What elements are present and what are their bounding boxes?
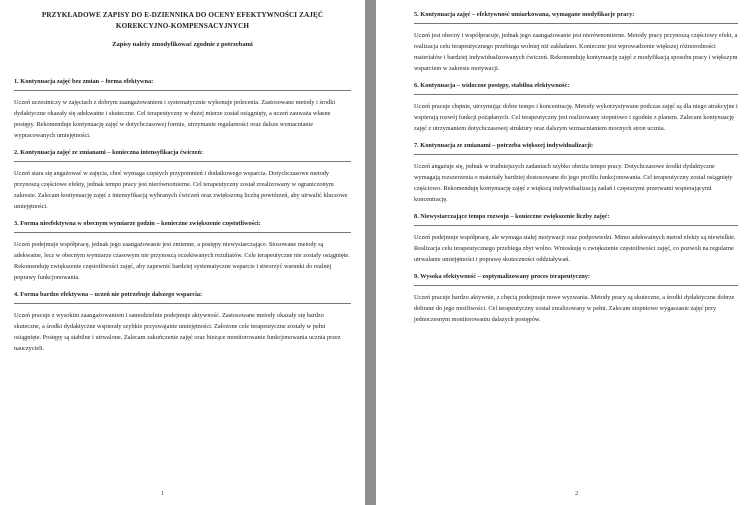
section-8 (414, 212, 738, 265)
section-heading: 3. Forma nieefektywna w obecnym wymiarze godzin – konieczne zwiększenie częstotliwości: (14, 220, 261, 227)
section-text: Uczeń podejmuje współpracę, ale wymaga stałej motywacji oraz podpowiedzi. Mimo adekwatnych metod efekty są niewielkie. Realizacja celu terapeutycznego przebiega zbyt wolno. Wnioskuję o zwiększenie częstotliwości zajęć, co pozwoli na regularne utrwalanie umiejętności i poprawę skuteczności oddziaływań. (414, 234, 736, 263)
document-page-2 (376, 0, 750, 505)
section-heading: 1. Kontynuacja zajęć bez zmian – forma efektywna: (14, 78, 154, 85)
section-heading: 2. Kontynuacja zajęć ze zmianami – konieczna intensyfikacja ćwiczeń: (14, 149, 204, 156)
section-text: Uczeń stara się angażować w zajęcia, choć wymaga częstych przypomnień i dodatkowego wsparcia. Dotychczasowe metody przynoszą częściowe efekty, jednak tempo pracy jest nierównomierne. Cel terapeutyczny został zrealizowany w ograniczonym zakresie. Zalecam kontynuację zajęć z intensyfikacją wybranych ćwiczeń oraz zwiększoną liczbą powtórzeń, aby utrwalić kluczowe umiejętności. (14, 170, 348, 210)
section-text: Uczeń pracuje z wysokim zaangażowaniem i samodzielnie podejmuje aktywność. Zastosowane metody okazały się bardzo skuteczne, a środki dydaktyczne wspierały szybkie przyswajanie umiejętności. Założone cele terapeutyczne zostały w pełni osiągnięte. Postępy są stabilne i utrwalone. Zalecam zakończenie zajęć oraz bieżące monitorowanie funkcjonowania ucznia przez nauczycieli. (14, 312, 341, 352)
section-text: Uczeń podejmuje współpracę, jednak jego zaangażowanie jest zmienne, a postępy niewystarczające. Stosowane metody są adekwatne, lecz w obecnym wymiarze czasowym nie przynoszą oczekiwanych rezultatów. Cele terapeutyczne nie zostały osiągnięte. Rekomenduję zwiększenie częstotliwości zajęć, aby zapewnić bardziej systematyczne wsparcie i stworzyć warunki do realnej poprawy funkcjonowania. (14, 241, 350, 281)
document-page-1 (0, 0, 365, 505)
section-text: Uczeń jest obecny i współpracuje, jednak jego zaangażowanie jest nierównomierne. Metody pracy przynoszą częściowy efekt, a realizacja celu terapeutycznego przebiega wolniej niż zakładano. Konieczne jest wprowadzenie większej różnorodności materiałów i bardziej indywidualizowanych ćwiczeń. Rekomenduję kontynuację zajęć z modyfikacją sposobu pracy i większym wsparciem w zakresie motywacji. (414, 32, 738, 72)
section-heading: 9. Wysoka efektywność – zoptymalizowany proces terapeutyczny: (414, 273, 591, 280)
section-divider (14, 161, 351, 162)
section-text: Uczeń pracuje bardzo aktywnie, z chęcią podejmuje nowe wyzwania. Metody pracy są skuteczne, a środki dydaktyczne dobrze dobrane do jego możliwości. Cel terapeutyczny został zrealizowany w pełni. Zalecam stopniowe wygaszanie zajęć przy jednoczesnym monitorowaniu dalszych postępów. (414, 294, 735, 323)
section-heading: 4. Forma bardzo efektywna – uczeń nie potrzebuje dalszego wsparcia: (14, 291, 203, 298)
section-divider (414, 154, 738, 155)
section-heading: 5. Kontynuacja zajęć – efektywność umiarkowana, wymagane modyfikacje pracy: (414, 11, 635, 18)
document-title: PRZYKŁADOWE ZAPISY DO E-DZIENNIKA DO OCENY EFEKTYWNOŚCI ZAJĘĆ KOREKCYJNO-KOMPENSACYJNYCH (41, 11, 324, 30)
section-1 (14, 77, 351, 141)
section-heading: 7. Kontynuacja ze zmianami – potrzeba większej indywidualizacji: (414, 142, 594, 149)
section-divider (14, 232, 351, 233)
section-7 (414, 141, 738, 205)
section-2 (14, 148, 351, 212)
section-divider (414, 225, 738, 226)
section-4 (14, 290, 351, 354)
section-divider (414, 285, 738, 286)
document-subtitle: Zapisy należy zmodyfikować zgodnie z potrzebami (112, 41, 253, 48)
section-heading: 8. Niewystarczające tempo rozwoju – konieczne zwiększenie liczby zajęć: (414, 213, 610, 220)
section-divider (14, 303, 351, 304)
section-text: Uczeń angażuje się, jednak w trudniejszych zadaniach szybko obniża tempo pracy. Dotychczasowe środki dydaktyczne wymagają rozszerzenia o materiały bardziej dostosowane do jego profilu funkcjonowania. Cel terapeutyczny został osiągnięty częściowo. Rekomenduję kontynuację zajęć z większą indywidualizacją zadań i częstszymi przerwami wspierającymi koncentrację. (414, 163, 733, 203)
page-number: 1 (161, 490, 165, 497)
section-text: Uczeń pracuje chętnie, utrzymując dobre tempo i koncentrację. Metody wykorzystywane podczas zajęć są dla niego atrakcyjne i wspierają rozwój funkcji pożądanych. Cel terapeutyczny jest realizowany stopniowo i zgodnie z planem. Zalecam kontynuację zajęć z utrzymaniem dotychczasowej struktury oraz dalszym wzmacnianiem mocnych stron ucznia. (414, 103, 738, 132)
section-9 (414, 272, 738, 325)
section-divider (414, 94, 738, 95)
section-divider (14, 90, 351, 91)
section-5 (414, 10, 738, 74)
section-divider (414, 23, 738, 24)
section-heading: 6. Kontynuacja – widoczne postępy, stabilna efektywność: (414, 82, 570, 89)
section-text: Uczeń uczestniczy w zajęciach z dobrym zaangażowaniem i systematycznie wykonuje polecenia. Zastosowane metody i środki dydaktyczne okazały się adekwatne i skuteczne. Cel terapeutyczny w dużej mierze został osiągnięty, a uczeń zauważa własne postępy. Rekomenduje kontynuację zajęć w dotychczasowej formie, utrzymanie regularności oraz dalsze wzmacnianie wypracowanych umiejętności. (14, 99, 336, 139)
section-3 (14, 219, 351, 283)
section-6 (414, 81, 738, 134)
page-number: 2 (575, 490, 579, 497)
